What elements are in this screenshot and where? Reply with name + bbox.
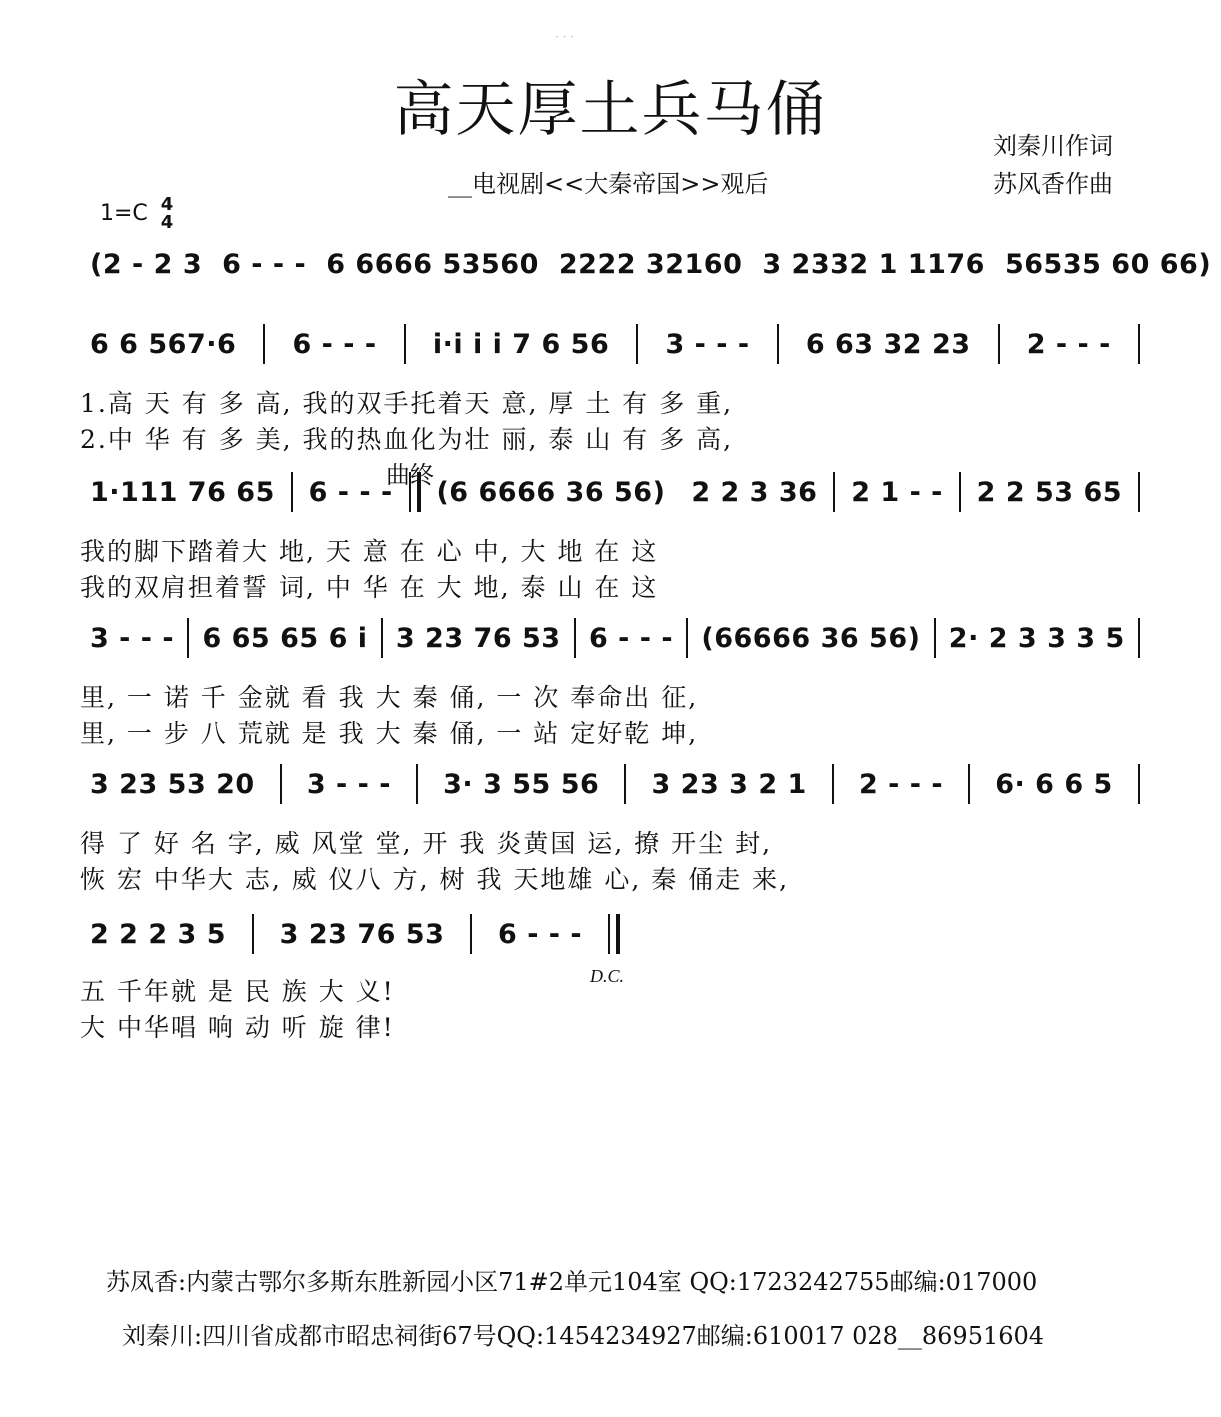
lyric-verse-2: 里, 一 步 八 荒就 是 我 大 秦 俑, 一 站 定好乾 坤, — [80, 719, 699, 748]
measure: (66666 36 56) — [701, 622, 921, 654]
staff-row-2 — [80, 472, 1140, 512]
measure: 3· 3 55 56 — [443, 768, 600, 800]
double-barline — [409, 472, 421, 512]
barline — [574, 618, 576, 658]
measure: 2· 2 3 3 3 5 — [948, 622, 1125, 654]
measure: 3 2332 1 1176 — [762, 248, 985, 280]
measure: 6 - - - — [588, 622, 674, 654]
staff-row-1 — [80, 324, 1140, 364]
barline — [1138, 324, 1140, 364]
measure: 3 - - - — [306, 768, 391, 800]
contact-line-lyricist: 刘秦川:四川省成都市昭忠祠街67号QQ:1454234927邮编:610017 028__86951604 — [122, 1322, 1045, 1350]
measure: 3 23 3 2 1 — [651, 768, 807, 800]
barline — [624, 764, 626, 804]
barline — [291, 472, 293, 512]
measure: 6 6 567·6 — [90, 328, 237, 360]
barline — [998, 324, 1000, 364]
lyricist-credit: 刘秦川作词 — [993, 132, 1113, 160]
song-title: 高天厚土兵马俑 — [393, 75, 828, 145]
final-barline — [608, 914, 620, 954]
lyric-verse-1: 我的脚下踏着大 地, 天 意 在 心 中, 大 地 在 这 — [80, 537, 659, 566]
barline — [1138, 764, 1140, 804]
lyric-verse-1: 五 千年就 是 民 族 大 义! — [80, 977, 395, 1006]
barline — [832, 764, 834, 804]
measure: 3 - - - — [90, 622, 175, 654]
barline — [381, 618, 383, 658]
measure: 2 2 53 65 — [976, 476, 1123, 508]
barline — [263, 324, 265, 364]
staff-row-0 — [80, 244, 1212, 284]
measure: 6 - - - — [498, 918, 583, 950]
faint-header-marks: · · · — [555, 30, 575, 44]
measure: 6· 6 6 5 — [995, 768, 1113, 800]
staff-row-3 — [80, 618, 1140, 658]
composer-credit: 苏风香作曲 — [993, 170, 1113, 198]
barline — [280, 764, 282, 804]
barline — [934, 618, 936, 658]
measure: (2 - 2 3 — [90, 248, 203, 280]
barline — [1138, 472, 1140, 512]
lyric-verse-1: 1.高 天 有 多 高, 我的双手托着天 意, 厚 土 有 多 重, — [80, 389, 734, 418]
measure: i·i i i 7 6 56 — [432, 328, 610, 360]
time-signature — [161, 196, 174, 232]
measure: 2 1 - - — [851, 476, 943, 508]
time-sig-top: 4 — [160, 194, 174, 215]
key-label: 1=C — [100, 201, 148, 226]
staff-row-5 — [80, 914, 620, 954]
barline — [404, 324, 406, 364]
fine-marker: 曲终 — [386, 461, 434, 489]
measure: 3 23 76 53 — [395, 622, 561, 654]
measure: 3 23 76 53 — [279, 918, 445, 950]
key-signature — [100, 196, 173, 232]
barline — [968, 764, 970, 804]
barline — [686, 618, 688, 658]
staff-row-4 — [80, 764, 1140, 804]
barline — [470, 914, 472, 954]
da-capo-marker: D.C. — [590, 966, 625, 986]
measure: 2222 32160 — [558, 248, 743, 280]
measure: 6 - - - — [222, 248, 307, 280]
subtitle: __电视剧<<大秦帝国>>观后 — [448, 170, 769, 198]
barline — [1138, 618, 1140, 658]
measure: (6 6666 36 56) — [436, 476, 666, 508]
measure: 6 65 65 6 i — [202, 622, 368, 654]
lyric-verse-1: 里, 一 诺 千 金就 看 我 大 秦 俑, 一 次 奉命出 征, — [80, 683, 699, 712]
lyric-verse-2: 大 中华唱 响 动 听 旋 律! — [80, 1013, 395, 1042]
lyric-verse-2: 恢 宏 中华大 志, 威 仪八 方, 树 我 天地雄 心, 秦 俑走 来, — [80, 865, 790, 894]
measure: 1·111 76 65 — [90, 476, 275, 508]
measure: 6 63 32 23 — [805, 328, 971, 360]
time-sig-bottom: 4 — [160, 212, 174, 233]
barline — [777, 324, 779, 364]
barline — [959, 472, 961, 512]
measure: 6 - - - — [292, 328, 377, 360]
measure: 56535 60 66) — [1004, 248, 1212, 280]
measure: 2 2 2 3 5 — [90, 918, 227, 950]
barline — [252, 914, 254, 954]
contact-line-composer: 苏凤香:内蒙古鄂尔多斯东胜新园小区71#2单元104室 QQ:1723242755邮编:017000 — [106, 1268, 1038, 1296]
measure: 2 - - - — [858, 768, 944, 800]
barline — [187, 618, 189, 658]
measure: 3 23 53 20 — [90, 768, 255, 800]
lyric-verse-2: 我的双肩担着誓 词, 中 华 在 大 地, 泰 山 在 这 — [80, 573, 659, 602]
barline — [416, 764, 418, 804]
lyric-verse-1: 得 了 好 名 字, 威 风堂 堂, 开 我 炎黄国 运, 撩 开尘 封, — [80, 829, 773, 858]
barline — [833, 472, 835, 512]
measure: 2 2 3 36 — [691, 476, 818, 508]
measure: 3 - - - — [665, 328, 750, 360]
barline — [636, 324, 638, 364]
measure: 6 - - - — [308, 476, 393, 508]
lyric-verse-2: 2.中 华 有 多 美, 我的热血化为壮 丽, 泰 山 有 多 高, — [80, 425, 734, 454]
measure: 2 - - - — [1026, 328, 1111, 360]
measure: 6 6666 53560 — [326, 248, 539, 280]
